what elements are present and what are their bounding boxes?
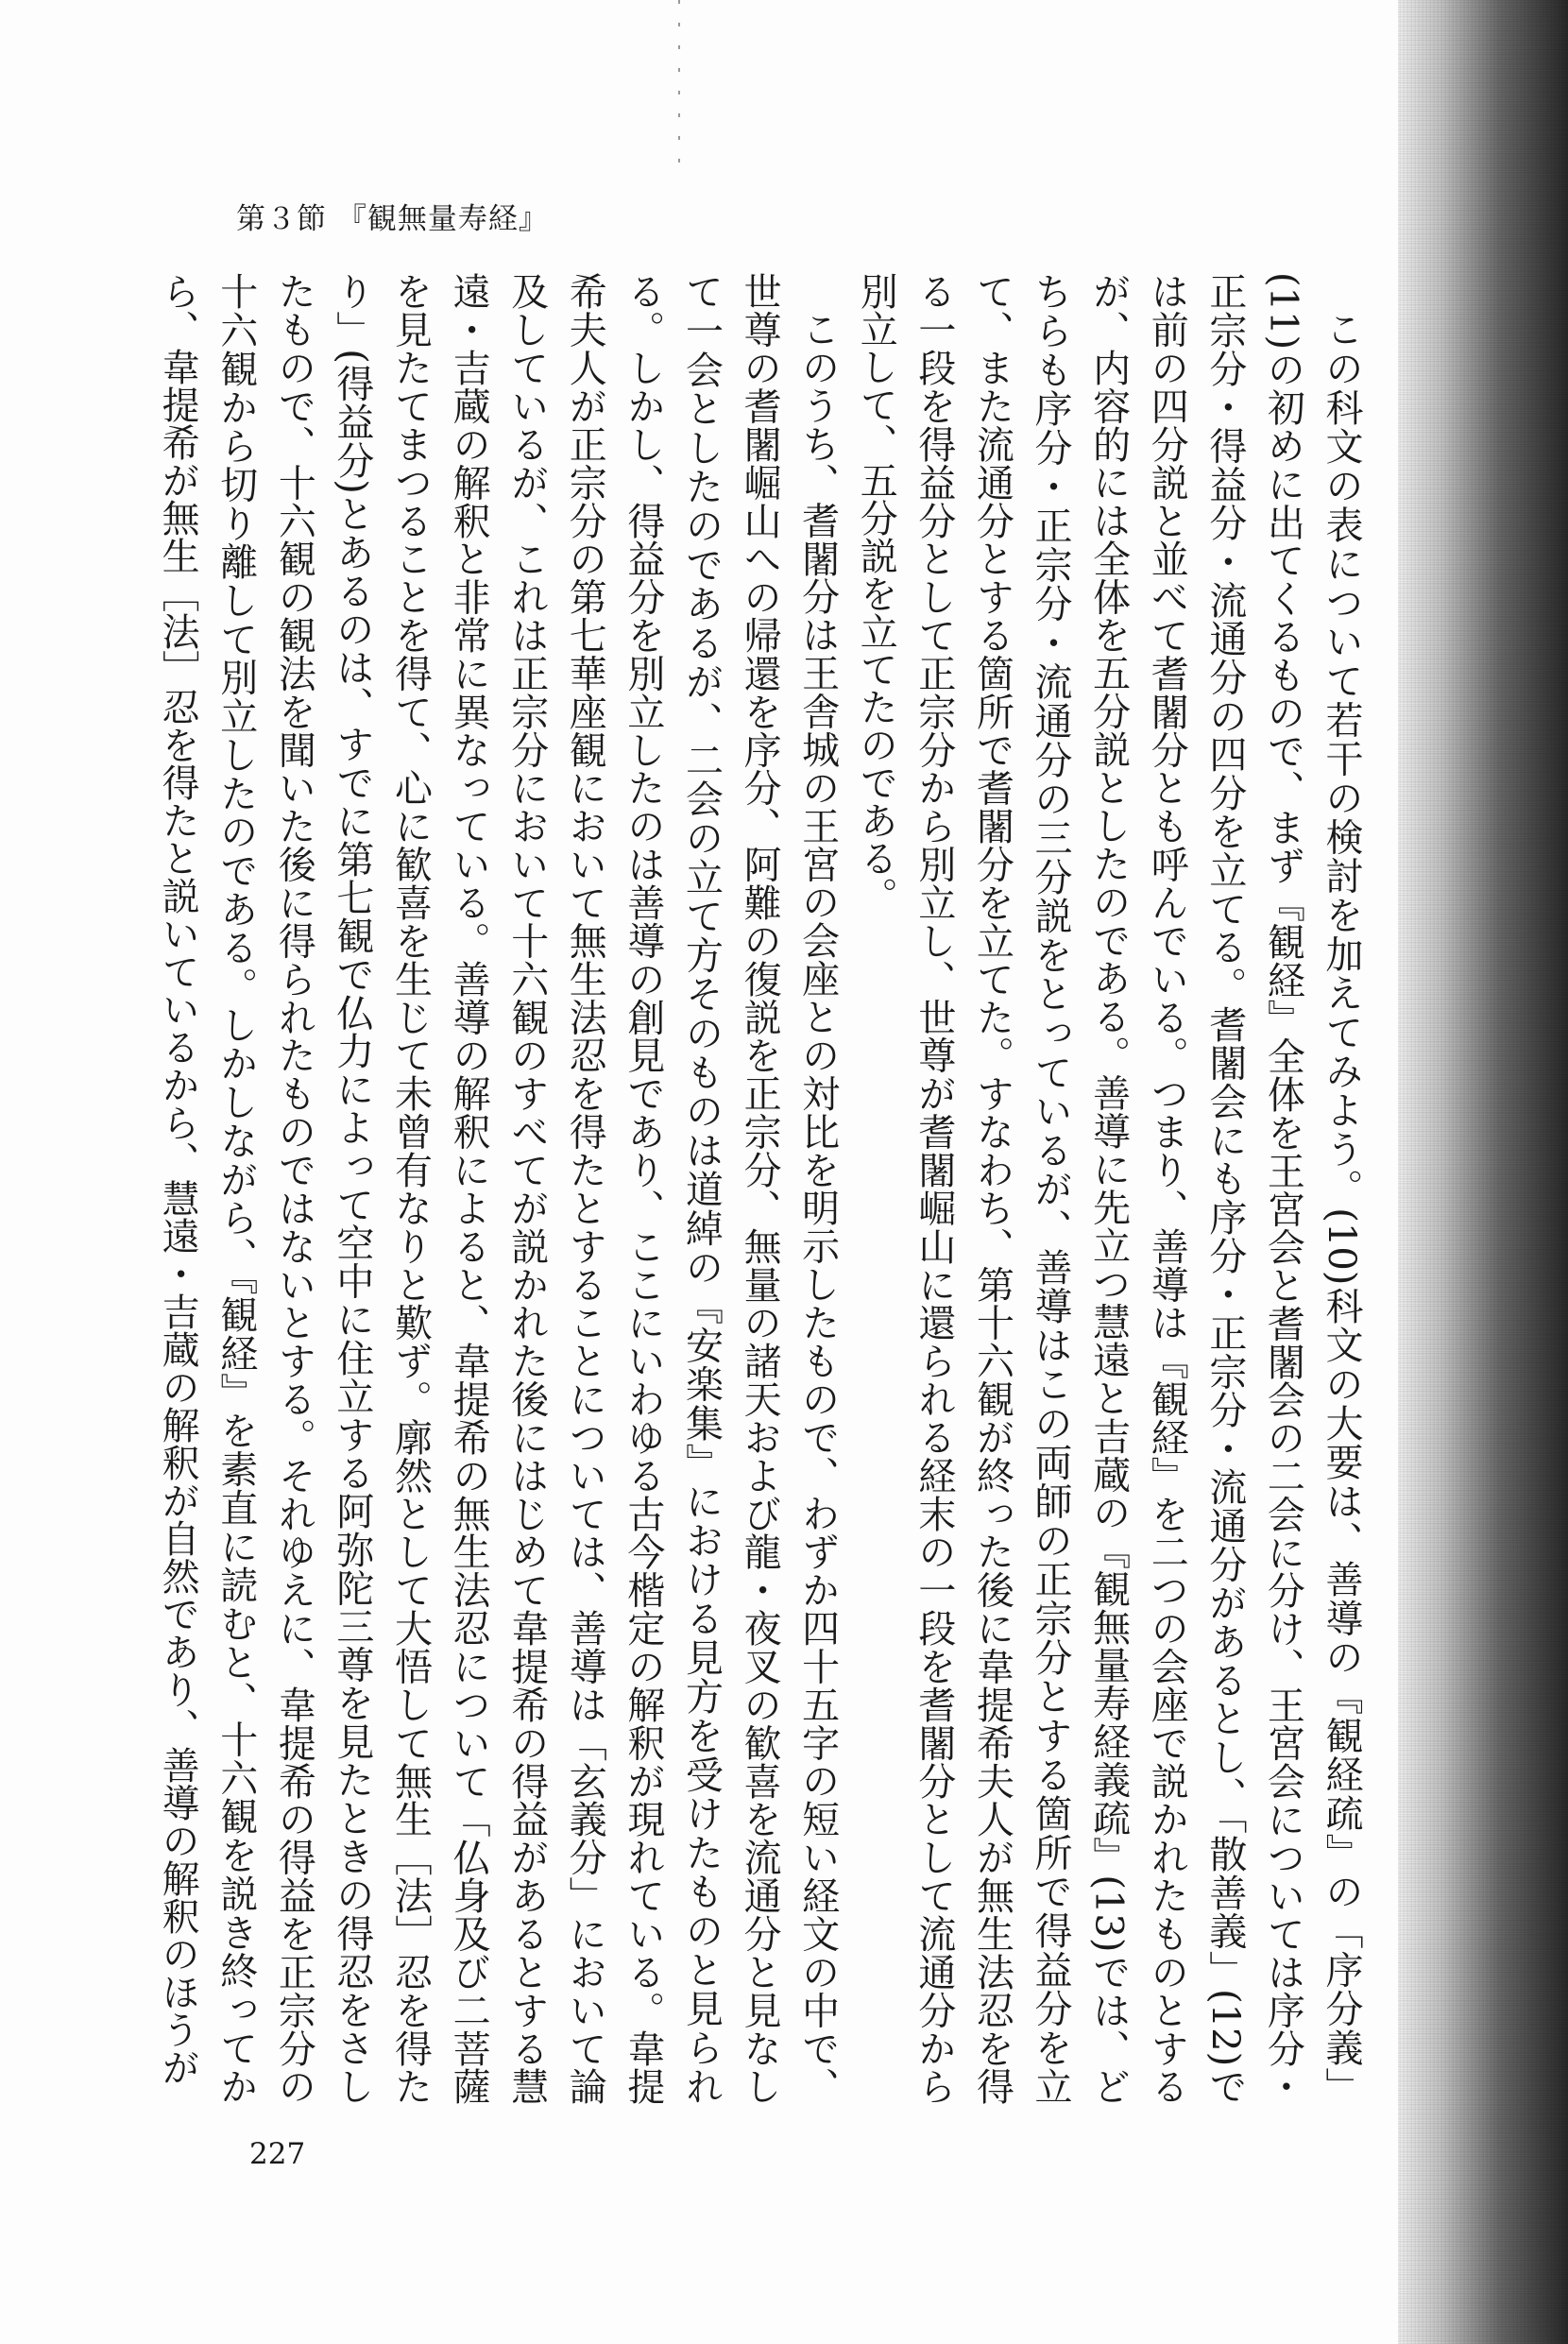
running-head: 第３節 『観無量寿経』 bbox=[236, 202, 549, 236]
binding-dot-line bbox=[678, 0, 680, 170]
page-number: 227 bbox=[249, 2137, 306, 2171]
scan-shadow-edge bbox=[1398, 0, 1568, 2344]
paragraph-1: この科文の表について若干の検討を加えてみよう。(10)科文の大要は、善導の『観経疏』の「序分義」(11)の初めに出てくるもので、まず『観経』全体を王宮会と耆闍会の二会に分け、王宮会については序分・正宗分・得益分・流通分の四分を立てる。耆闍会にも序分・正宗分・流通分があるとし、「散善義」(12)では前の四分説と並べて耆闍分とも呼んでいる。つまり、善導は『観経』を二つの会座で説かれたものとするが、内容的には全体を五分説としたのである。善導に先立つ慧遠と吉蔵の『観無量寿経義疏』(13)では、どちらも序分・正宗分・流通分の三分説をとっているが、善導はこの両師の正宗分とする箇所で得益分を立て、また流通分とする箇所で耆闍分を立てた。すなわち、第十六観が終った後に韋提希夫人が無生法忍を得る一段を得益分として正宗分から別立し、世尊が耆闍崛山に還られる経末の一段を耆闍分として流通分から別立して、五分説を立てたのである。 bbox=[854, 272, 1363, 2106]
vertical-text-body bbox=[156, 272, 1370, 2106]
paragraph-2: このうち、耆闍分は王舎城の王宮の会座との対比を明示したもので、わずか四十五字の短い経文の中で、世尊の耆闍崛山への帰還を序分、阿難の復説を正宗分、無量の諸天および龍・夜叉の歓喜を流通分と見なして一会としたのであるが、二会の立て方そのものは道綽の『安楽集』における見方を受けたものと見られる。しかし、得益分を別立したのは善導の創見であり、ここにいわゆる古今楷定の解釈が現れている。韋提希夫人が正宗分の第七華座観において無生法忍を得たとすることについては、善導は「玄義分」において論及しているが、これは正宗分において十六観のすべてが説かれた後にはじめて韋提希の得益があるとする慧遠・吉蔵の解釈と非常に異なっている。善導の解釈によると、韋提希の無生法忍について「仏身及び二菩薩を見たてまつることを得て、心に歓喜を生じて未曾有なりと歎ず。廓然として大悟して無生［法］忍を得たり」(得益分)とあるのは、すでに第七観で仏力によって空中に住立する阿弥陀三尊を見たときの得忍をさしたもので、十六観の観法を聞いた後に得られたものではないとする。それゆえに、韋提希の得益を正宗分の十六観から切り離して別立したのである。しかしながら、『観経』を素直に読むと、十六観を説き終ってから、韋提希が無生［法］忍を得たと説いているから、慧遠・吉蔵の解釈が自然であり、善導の解釈のほうが bbox=[156, 272, 840, 2106]
